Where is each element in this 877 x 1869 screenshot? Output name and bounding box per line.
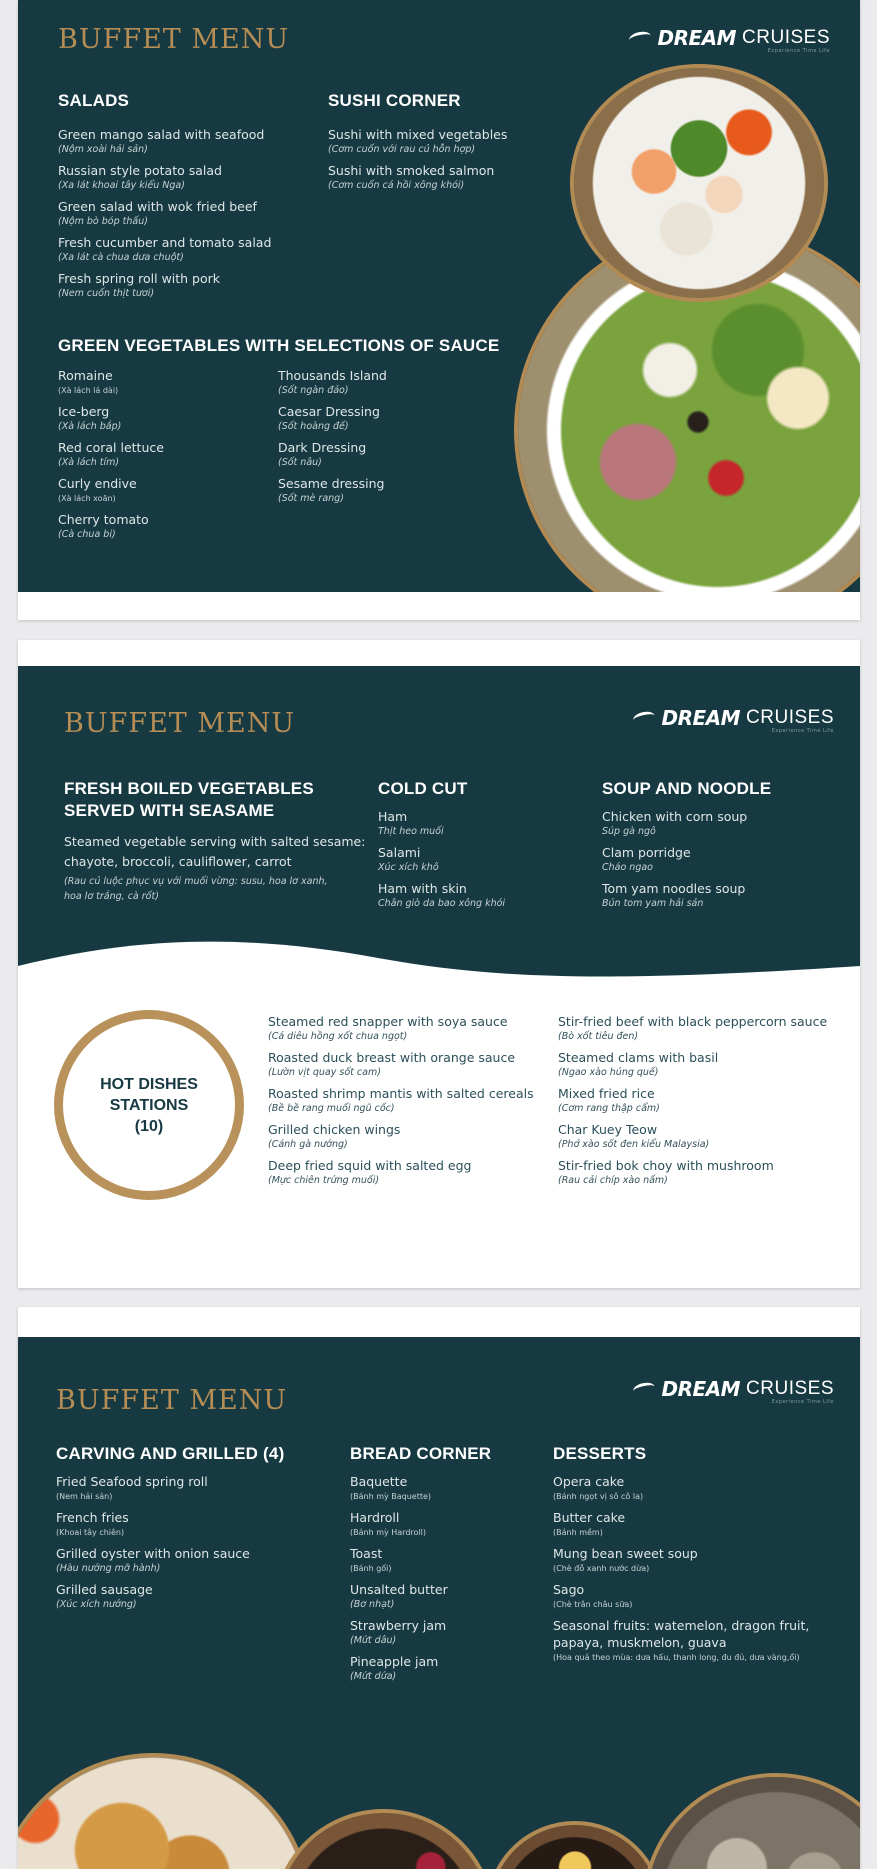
menu-item-name: Ham <box>378 809 408 824</box>
menu-item <box>278 367 387 397</box>
bread-list <box>350 1473 448 1689</box>
menu-item <box>602 844 747 874</box>
menu-item-translation: (Lườn vịt quay sốt cam) <box>268 1067 381 1078</box>
sushi-photo-ring <box>570 64 828 302</box>
menu-item-translation: (Phở xào sốt đen kiểu Malaysia) <box>558 1139 710 1150</box>
menu-item-translation: (Xa lát cà chua dưa chuột) <box>58 252 184 263</box>
menu-item-name: Dark Dressing <box>278 440 367 455</box>
menu-item-translation: (Bánh gối) <box>350 1564 392 1573</box>
menu-item-name: Seasonal fruits: watemelon, dragon fruit, <box>553 1618 810 1633</box>
menu-item-name: Ham with skin <box>378 881 467 896</box>
boiled-vn <box>64 874 365 904</box>
menu-item <box>58 162 271 192</box>
menu-item <box>328 126 507 156</box>
menu-item <box>350 1473 448 1503</box>
carving-heading: CARVING AND GRILLED (4) <box>56 1444 285 1463</box>
menu-item <box>328 162 507 192</box>
menu-item-translation: (Bề bề rang muối ngũ cốc) <box>268 1103 395 1114</box>
menu-item-name: Fresh cucumber and tomato salad <box>58 235 272 250</box>
menu-item <box>350 1617 448 1647</box>
menu-item <box>268 1085 534 1115</box>
menu-item-translation: (Hàu nướng mỡ hành) <box>56 1563 161 1574</box>
soup-list <box>602 808 747 916</box>
menu-item-translation: (Mứt dâu) <box>350 1635 397 1646</box>
logo-swoosh-icon <box>632 1381 656 1397</box>
menu-item-name: Fried Seafood spring roll <box>56 1474 208 1489</box>
desserts-heading: DESSERTS <box>553 1444 647 1463</box>
menu-item <box>58 403 164 433</box>
menu-item-translation: (Mực chiên trứng muối) <box>268 1175 380 1186</box>
hot-dishes-list-right <box>558 1013 827 1193</box>
hot-dishes-badge <box>54 1010 244 1200</box>
menu-item-translation: (Sốt hoàng đế) <box>278 421 349 432</box>
greens-list-left <box>58 367 164 547</box>
menu-item-translation: (Ngao xào húng quế) <box>558 1067 659 1078</box>
menu-item-translation: (Chè trân châu sữa) <box>553 1600 633 1609</box>
menu-item <box>378 880 505 910</box>
menu-item-name: Russian style potato salad <box>58 163 222 178</box>
menu-item <box>56 1545 250 1575</box>
menu-item <box>278 403 387 433</box>
oyster-photo-ring <box>642 1773 860 1869</box>
brand-name-bold: DREAM <box>661 706 741 730</box>
page2-panel <box>18 666 860 996</box>
page1-title: BUFFET MENU <box>58 24 290 55</box>
menu-item <box>553 1509 809 1539</box>
menu-item-name: Red coral lettuce <box>58 440 164 455</box>
menu-item-name: Sushi with smoked salmon <box>328 163 495 178</box>
brand-name: CRUISES <box>746 707 834 728</box>
desserts-list <box>553 1473 809 1670</box>
cold-cut-heading: COLD CUT <box>378 779 468 798</box>
menu-item-name: Roasted shrimp mantis with salted cereals <box>268 1086 534 1101</box>
menu-item-name: Chicken with corn soup <box>602 809 748 824</box>
hot-dishes-list-left <box>268 1013 534 1193</box>
menu-item-translation: (Nem cuốn thịt tươi) <box>58 288 155 299</box>
menu-item-name: Hardroll <box>350 1510 400 1525</box>
menu-item <box>268 1157 534 1187</box>
menu-item-translation: (Bánh mềm) <box>553 1528 603 1537</box>
menu-item-name: Strawberry jam <box>350 1618 447 1633</box>
salads-list <box>58 126 271 306</box>
menu-item <box>350 1581 448 1611</box>
brand-logo-3 <box>633 1377 834 1405</box>
bread-heading: BREAD CORNER <box>350 1444 492 1463</box>
logo-swoosh-icon <box>632 710 656 726</box>
menu-item-name: Tom yam noodles soup <box>602 881 746 896</box>
menu-item-translation: (Nem hải sản) <box>56 1492 113 1501</box>
menu-item-name: Grilled sausage <box>56 1582 153 1597</box>
menu-item-translation: Bún tom yam hải sản <box>602 898 704 909</box>
menu-page-1 <box>18 0 860 620</box>
menu-item <box>558 1157 827 1187</box>
menu-item <box>350 1545 448 1575</box>
page2-title: BUFFET MENU <box>64 708 296 739</box>
menu-item <box>602 880 747 910</box>
menu-item-name: Mixed fried rice <box>558 1086 655 1101</box>
boiled-description <box>64 832 365 904</box>
menu-item-name: Stir-fried beef with black peppercorn sauce <box>558 1014 828 1029</box>
menu-item <box>553 1545 809 1575</box>
menu-item <box>558 1121 827 1151</box>
boiled-vn1: (Rau củ luộc phục vụ với muối vừng: susu, hoa lơ xanh, <box>64 876 328 887</box>
menu-item-name: Steamed clams with basil <box>558 1050 719 1065</box>
menu-item-translation: (Hoa quả theo mùa: dưa hấu, thanh long, đu đủ, dưa vàng,ổi) <box>553 1653 800 1662</box>
menu-item <box>553 1617 809 1664</box>
menu-item-translation: (Rau cải chíp xào nấm) <box>558 1175 668 1186</box>
greens-list-right <box>278 367 387 511</box>
brand-tagline: Experience Time Life <box>771 1399 834 1405</box>
menu-item-name: Opera cake <box>553 1474 625 1489</box>
menu-item-translation: (Xà lách xoăn) <box>58 494 116 503</box>
logo-swoosh-icon <box>628 30 652 46</box>
menu-item-translation: (Sốt ngàn đảo) <box>278 385 349 396</box>
menu-item-translation: (Cơm rang thập cẩm) <box>558 1103 660 1114</box>
brand-name-bold: DREAM <box>661 1377 741 1401</box>
menu-item-translation: Cháo ngao <box>602 862 653 873</box>
brand-tagline: Experience Time Life <box>767 48 830 54</box>
menu-item-translation: (Bánh mỳ Baquette) <box>350 1492 432 1501</box>
menu-item-name: French fries <box>56 1510 129 1525</box>
menu-item-translation: (Chè đỗ xanh nước dừa) <box>553 1564 650 1573</box>
boiled-line2: chayote, broccoli, cauliflower, carrot <box>64 854 292 869</box>
menu-item-name: Clam porridge <box>602 845 691 860</box>
brand-name: CRUISES <box>746 1378 834 1399</box>
menu-item-translation: (Sốt nâu) <box>278 457 322 468</box>
menu-item-name: Sushi with mixed vegetables <box>328 127 508 142</box>
brand-name-bold: DREAM <box>657 26 737 50</box>
menu-item <box>378 844 505 874</box>
menu-item <box>56 1473 250 1503</box>
menu-item-translation: Chân giò da bao xông khói <box>378 898 506 909</box>
menu-item-name-cont: papaya, muskmelon, guava <box>553 1635 727 1650</box>
salads-heading: SALADS <box>58 91 130 110</box>
menu-item <box>56 1509 250 1539</box>
page1-panel <box>18 0 860 592</box>
menu-item <box>278 439 387 469</box>
menu-item-translation: (Cơm cuốn cá hồi xông khói) <box>328 180 465 191</box>
menu-item-translation: (Xà lách tím) <box>58 457 120 468</box>
menu-item <box>268 1049 534 1079</box>
menu-item-translation: (Bò xốt tiêu đen) <box>558 1031 639 1042</box>
menu-item <box>58 234 271 264</box>
menu-item-name: Curly endive <box>58 476 137 491</box>
dessert-photo-ring <box>486 1821 664 1869</box>
menu-item-translation: (Cơm cuốn với rau củ hỗn hợp) <box>328 144 476 155</box>
menu-item-translation: (Bơ nhạt) <box>350 1599 395 1610</box>
page3-panel <box>18 1337 860 1869</box>
menu-item-name: Fresh spring roll with pork <box>58 271 221 286</box>
spring-roll-photo-ring <box>18 1753 312 1869</box>
menu-item-translation: (Bánh ngọt vị sô cô la) <box>553 1492 644 1501</box>
menu-item-name: Sesame dressing <box>278 476 385 491</box>
menu-item-translation: (Nộm bò bóp thấu) <box>58 216 148 227</box>
menu-item-translation: Súp gà ngô <box>602 826 656 837</box>
menu-item-translation: (Mứt dứa) <box>350 1671 397 1682</box>
menu-item-name: Green mango salad with seafood <box>58 127 265 142</box>
menu-item-name: Steamed red snapper with soya sauce <box>268 1014 508 1029</box>
menu-item-name: Thousands Island <box>278 368 387 383</box>
menu-item <box>58 367 164 397</box>
menu-item-name: Ice-berg <box>58 404 110 419</box>
cold-cut-list <box>378 808 505 916</box>
menu-page-2 <box>18 640 860 1288</box>
menu-item <box>350 1509 448 1539</box>
menu-item-name: Butter cake <box>553 1510 626 1525</box>
sushi-list <box>328 126 507 198</box>
menu-item-translation: (Cánh gà nướng) <box>268 1139 348 1150</box>
menu-item <box>58 126 271 156</box>
menu-item-name: Cherry tomato <box>58 512 149 527</box>
carving-list <box>56 1473 250 1617</box>
menu-page-3 <box>18 1307 860 1869</box>
menu-item <box>58 270 271 300</box>
menu-item-name: Caesar Dressing <box>278 404 380 419</box>
menu-item <box>268 1013 534 1043</box>
boiled-line1: Steamed vegetable serving with salted sesame: <box>64 834 366 849</box>
menu-item-name: Grilled chicken wings <box>268 1122 401 1137</box>
brand-logo-2 <box>633 706 834 734</box>
menu-item-translation: (Xúc xích nướng) <box>56 1599 137 1610</box>
menu-item-translation: (Cá diêu hồng xốt chua ngọt) <box>268 1031 408 1042</box>
menu-item-translation: (Bánh mỳ Hardroll) <box>350 1528 426 1537</box>
menu-item-translation: (Xa lát khoai tây kiểu Nga) <box>58 180 185 191</box>
menu-item <box>58 511 164 541</box>
menu-item-name: Deep fried squid with salted egg <box>268 1158 472 1173</box>
menu-item <box>602 808 747 838</box>
menu-item-translation: (Xà lách bắp) <box>58 421 122 432</box>
menu-item-name: Mung bean sweet soup <box>553 1546 698 1561</box>
menu-item <box>56 1581 250 1611</box>
menu-item-name: Stir-fried bok choy with mushroom <box>558 1158 774 1173</box>
menu-item-name: Pineapple jam <box>350 1654 439 1669</box>
brand-tagline: Experience Time Life <box>771 728 834 734</box>
menu-item <box>378 808 505 838</box>
menu-item <box>558 1085 827 1115</box>
hot-dishes-label: HOT DISHES STATIONS (10) <box>100 1075 198 1135</box>
menu-item <box>58 439 164 469</box>
menu-item-translation: (Xà lách lá dài) <box>58 386 119 395</box>
menu-item-name: Char Kuey Teow <box>558 1122 658 1137</box>
menu-item <box>558 1013 827 1043</box>
boiled-heading-line2: SERVED WITH SEASAME <box>64 801 275 820</box>
menu-item-name: Salami <box>378 845 421 860</box>
menu-item <box>553 1581 809 1611</box>
menu-item <box>58 198 271 228</box>
menu-item-name: Green salad with wok fried beef <box>58 199 257 214</box>
menu-item-name: Baquette <box>350 1474 408 1489</box>
menu-item <box>553 1473 809 1503</box>
menu-item-name: Toast <box>350 1546 383 1561</box>
boiled-vn2: hoa lơ trắng, cà rốt) <box>64 891 159 902</box>
menu-item-translation: (Nộm xoài hải sản) <box>58 144 148 155</box>
sushi-heading: SUSHI CORNER <box>328 91 461 110</box>
menu-item <box>278 475 387 505</box>
menu-item-name: Romaine <box>58 368 113 383</box>
menu-item-name: Unsalted butter <box>350 1582 448 1597</box>
menu-item-name: Roasted duck breast with orange sauce <box>268 1050 516 1065</box>
menu-item-translation: Thịt heo muối <box>378 826 444 837</box>
boiled-heading <box>64 778 314 822</box>
menu-item-translation: Xúc xích khô <box>378 862 439 873</box>
page3-title: BUFFET MENU <box>56 1385 288 1416</box>
menu-item-translation: (Cà chua bi) <box>58 529 116 540</box>
menu-item <box>58 475 164 505</box>
greens-heading: GREEN VEGETABLES WITH SELECTIONS OF SAUCE <box>58 336 500 355</box>
brand-logo <box>629 26 830 54</box>
menu-item-translation: (Sốt mè rang) <box>278 493 344 504</box>
menu-item <box>558 1049 827 1079</box>
menu-item <box>268 1121 534 1151</box>
menu-item-name: Sago <box>553 1582 585 1597</box>
boiled-heading-line1: FRESH BOILED VEGETABLES <box>64 779 314 798</box>
menu-item-name: Grilled oyster with onion sauce <box>56 1546 250 1561</box>
menu-item <box>350 1653 448 1683</box>
cake-photo-ring <box>272 1809 495 1869</box>
brand-name: CRUISES <box>742 27 830 48</box>
soup-heading: SOUP AND NOODLE <box>602 779 772 798</box>
menu-item-translation: (Khoai tây chiên) <box>56 1528 125 1537</box>
